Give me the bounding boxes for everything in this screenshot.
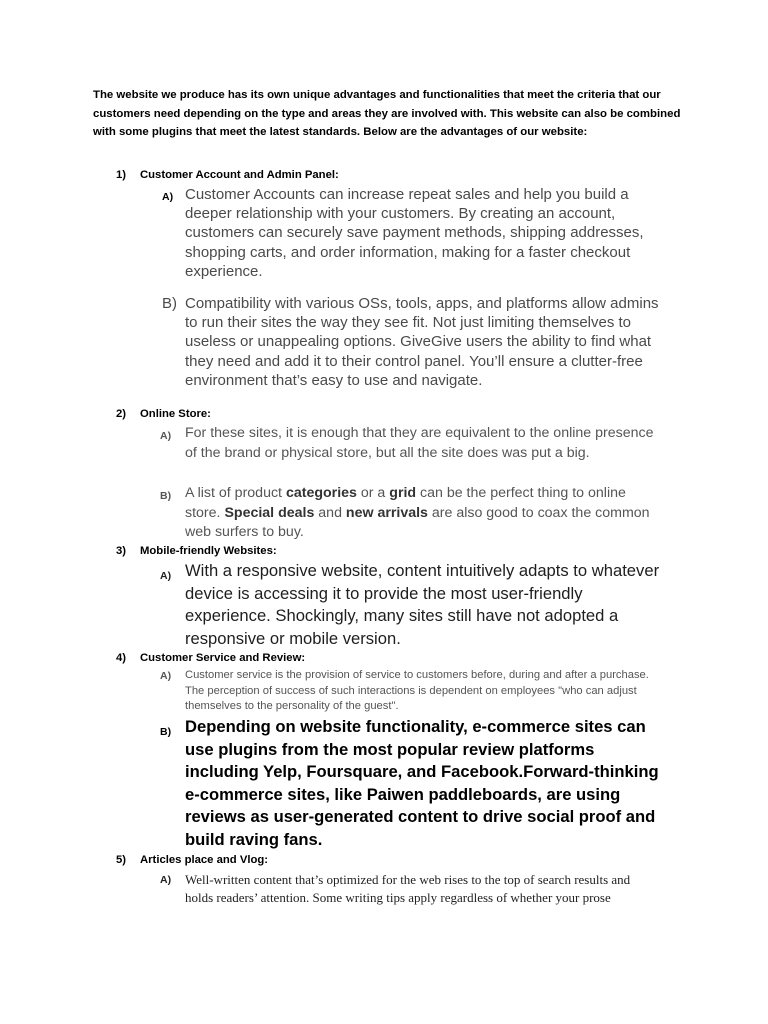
section-title: Online Store: xyxy=(140,408,211,420)
item-marker: B) xyxy=(162,295,177,312)
section-4-item-a xyxy=(160,668,660,715)
item-marker: B) xyxy=(160,490,172,502)
section-number: 4) xyxy=(116,652,127,664)
item-text: Depending on website functionality, e-commerce sites can use plugins from the most popular review platforms including Yelp, Foursquare, and Facebook.Forward-thinking e-commerce sites, like Paiwen paddleboards, are using reviews as user-generated content to drive social proof and build raving fans. xyxy=(185,717,659,849)
section-number: 1) xyxy=(116,169,127,181)
item-text: With a responsive website, content intuitively adapts to whatever device is accessing it to provide the most user-friendly experience. Shockingly, many sites still have not adopted a responsive or mobile version. xyxy=(185,561,660,648)
item-marker: B) xyxy=(160,726,172,738)
section-number: 3) xyxy=(116,545,127,557)
item-text: For these sites, it is enough that they are equivalent to the online presence of the brand or physical store, but all the site does was put a big. xyxy=(185,425,654,461)
section-number: 5) xyxy=(116,854,127,866)
section-title: Articles place and Vlog: xyxy=(140,854,269,866)
section-5-heading xyxy=(116,853,268,868)
item-text: Customer service is the provision of service to customers before, during and after a purchase. The perception of success of such interactions is dependent on employees "who can adjust themselves to the personality of the guest". xyxy=(185,669,649,713)
section-1-item-a xyxy=(160,185,660,281)
item-marker: A) xyxy=(160,570,172,582)
section-title: Mobile-friendly Websites: xyxy=(140,545,277,557)
item-text: Compatibility with various OSs, tools, apps, and platforms allow admins to run their sites the way they see fit. Not just limiting themselves to useless or unappealing options. GiveGive users the ability to find what they need and add it to their control panel. You’ll ensure a clutter-free environment that’s easy to use and navigate. xyxy=(185,295,659,389)
item-marker: A) xyxy=(160,874,172,886)
emphasis-categories: categories xyxy=(285,485,357,501)
section-3-heading xyxy=(116,544,277,559)
section-title: Customer Account and Admin Panel: xyxy=(140,169,339,181)
emphasis-special-deals: Special deals xyxy=(224,504,315,521)
item-text: Well-written content that’s optimized for the web rises to the top of search results and holds readers’ attention. Some writing tips apply regardless of whether your prose xyxy=(185,872,631,905)
emphasis-new-arrivals: new arrivals xyxy=(345,504,428,521)
section-1-heading xyxy=(116,168,339,183)
section-2-item-b xyxy=(160,484,660,543)
item-marker: A) xyxy=(162,191,174,203)
emphasis-grid: grid xyxy=(389,485,417,501)
section-2-item-a xyxy=(160,424,660,463)
section-3-item-a xyxy=(160,560,660,650)
intro-paragraph: The website we produce has its own unique advantages and functionalities that meet the criteria that our customers need depending on the type and areas they are involved with. This website can also be combined with some plugins that meet the latest standards. Below are the advantages of our website: xyxy=(93,89,681,138)
item-text: Customer Accounts can increase repeat sales and help you build a deeper relationship with your customers. By creating an account, customers can securely save payment methods, shipping addresses, shopping carts, and order information, making for a faster checkout experience. xyxy=(185,186,644,280)
item-text: A list of product categories or a grid can be the perfect thing to online store. Special deals and new arrivals are also good to coax the common web surfers to buy. xyxy=(185,485,650,541)
item-marker: A) xyxy=(160,670,172,682)
section-5-item-a xyxy=(160,871,660,906)
section-4-heading xyxy=(116,651,305,666)
section-2-heading xyxy=(116,407,211,422)
section-number: 2) xyxy=(116,408,127,420)
section-1-item-b xyxy=(160,294,660,390)
section-4-item-b xyxy=(160,716,660,851)
section-title: Customer Service and Review: xyxy=(140,652,306,664)
item-marker: A) xyxy=(160,430,172,442)
